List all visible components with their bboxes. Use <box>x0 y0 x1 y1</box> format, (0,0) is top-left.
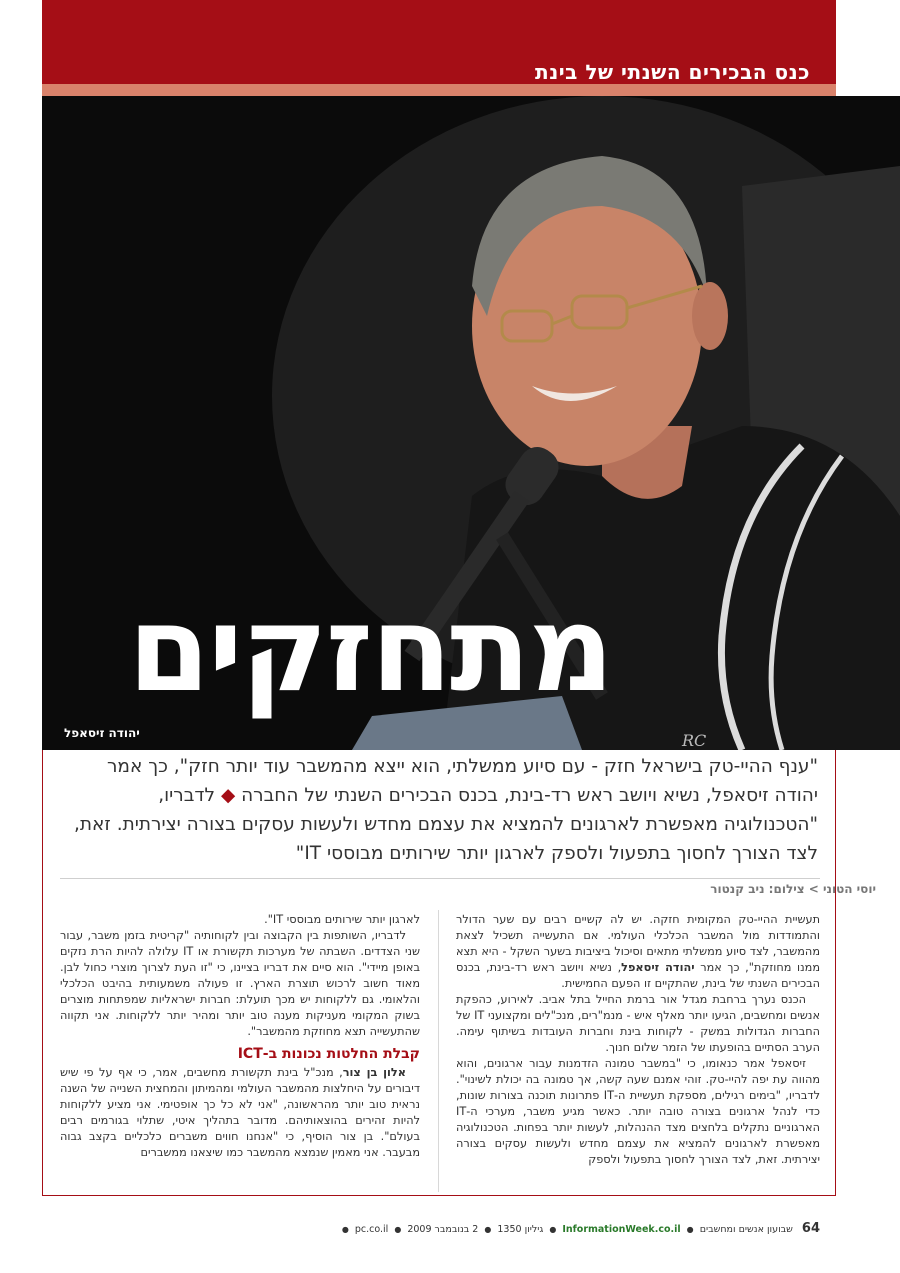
paragraph-1-text: תעשיית ההיי-טק המקומית חזקה. יש לה קשיים רבים עם שער הדולר והתמודדות מול המשבר הכלכלי העולמי. אם התעשייה תשכיל לצאת מהמשבר, לצד סיוע ממשלתי מתאים וסיכול ביציבות בשער השקל - היא תצא ממנו מחוזקת", כך אמר <box>456 913 820 974</box>
issue-date: 2 בנובמבר 2009 <box>407 1224 479 1235</box>
section-title: כנס הבכירים השנתי של בינת <box>535 60 810 84</box>
quote-text-start: "ענף ההיי-טק בישראל חזק - עם סיוע ממשלתי, הוא ייצא מהמשבר עוד יותר חזק", כך אמר יהודה זיסאפל, נשיא ויושב ראש רד-בינת, בכנס הבכירים השנתי של החברה <box>106 756 818 806</box>
site-link-pc[interactable]: pc.co.il <box>354 1224 389 1235</box>
paragraph-6-text: , מנכ"ל בינת תקשורת מחשבים, אמר, כי אף על פי שיש דיבורים על היחלצות מהמשבר העולמי ומהמיתון והמחצית השנייה של השנה נראית טוב יותר מהראשונה, "אני לא כל כך אופטימי. אני מציע ללקוחות להיות זהירים בהוצאותיהם. מדובר בתהליך איטי, שתלוי בגורמים רבים בעולם". בן צור הוסיף, כי "אנחנו חווים משברים כלכליים בקצב גבוה מבעבר. אני מאמין שנמצא מהמשבר כמו שיצאנו ממשברים <box>60 1066 420 1159</box>
diamond-icon: ◆ <box>220 785 236 806</box>
byline: יוסי הטוני > צילום: ניב קנטור <box>710 882 876 896</box>
person-name-zisapel: יהודה זיסאפל <box>621 961 695 974</box>
bullet-icon: ● <box>341 1225 349 1234</box>
magazine-name: שבועון אנשים ומחשבים <box>699 1224 793 1235</box>
bullet-icon: ● <box>549 1225 557 1234</box>
speaker-ear <box>692 282 728 350</box>
issue-number: גיליון 1350 <box>497 1224 544 1235</box>
photo-caption: יהודה זיסאפל <box>64 726 140 740</box>
byline-divider <box>60 878 820 879</box>
paragraph-4: לארגון יותר שירותים מבוססי IT". <box>264 913 420 926</box>
paragraph-3: זיסאפל אמר כנאומו, כי "במשבר טמונה הזדמנות עבור ארגונים, והוא מהווה עת יפה להיי-טק. זוהי אמנם שעה קשה, אך טמונה בה יכולת לשינוי". לדבריו, "בימים רגילים, מספקת תעשיית ה-IT פתרונות תוכנה בצורות שונות, כדי לנהל ארגונים בצורה טובה יותר. כאשר מגיע משבר, מערכי ה-IT הארגוניים נתקלים בלחצים מצד ההנהלות, לעשות יותר בפחות. הטכנולוגיה מאפשרת לארגונים להמציא את עצמם מחדש ולעשות עסקים בצורה יצירתית. זאת, לצד הצורך לחסוך בתפעול ולספק <box>456 1057 821 1166</box>
page-footer <box>341 1221 820 1236</box>
main-headline: מתחזקים <box>127 580 613 718</box>
bullet-icon: ● <box>484 1225 492 1234</box>
paragraph-2: הכנס נערך ברחבת מגדל אור ברמת החייל בתל אביב. לאירוע, כהפקת אנשים ומחשבים, הגיעו יותר מאלף איש - מנמ"רים, מנכ"לים ומקצועני IT של החברות הגדולות במשק - לקוחות בינת וחברות העובדות בשיתוף עימה. הערב הסתיים בהופעתו של הזמר שלום חנוך. <box>456 993 821 1054</box>
person-name-ben-tzur: אלון בן צור <box>342 1066 406 1079</box>
column-divider <box>438 910 439 1192</box>
bullet-icon: ● <box>686 1225 694 1234</box>
paragraph-6 <box>60 1065 420 1161</box>
paragraph-1-text-end: , נשיא ויושב ראש רד-בינת, בכנס הבכירים השנתי של בינת, שהתקיים זו הפעם החמישית. <box>456 961 820 990</box>
subheading: קבלת החלטות נכונות ב-ICT <box>237 1046 420 1062</box>
bullet-icon: ● <box>394 1225 402 1234</box>
header-accent-line <box>42 84 836 96</box>
article-column-right <box>456 912 820 1168</box>
section-header-band <box>42 0 836 84</box>
paragraph-5: לדבריו, השותפות בין הקבוצה ובין לקוחותיה "קריטית בזמן משבר, עבור שני הצדדים. השבתה של מערכות תקשורת או IT עלולה להיות הרת נזקים באופן מיידי". הוא סיים את דבריו בציינו, כי "זו העת לצרוך מוצרי כחול לבן. מאוד חשוב לרכוש תוצרת הארץ. זו פעולה משמעותית בהיבט הכלכלי והלאומי. גם ללקוחות יש מכך תועלת: חברות ישראליות שמפתחות מוצרים בשוק המקומי מעניקות מענה טוב יותר ומהיר יותר ללקוחות. אני תקווה שהתעשייה תצא מחוזקת מהמשבר". <box>60 929 421 1038</box>
paragraph-1 <box>456 912 820 992</box>
page-number: 64 <box>801 1221 820 1236</box>
site-link-informationweek[interactable]: InformationWeek.co.il <box>562 1224 681 1235</box>
pull-quote <box>70 752 818 868</box>
quote-text-end: לדבריו, "הטכנולוגיה מאפשרת לארגונים להמציא את עצמם מחדש ולעשות עסקים בצורה יצירתית. זאת, לצד הצורך לחסוך בתפעול ולספק לארגון יותר שירותים מבוססי IT" <box>74 785 818 864</box>
photographer-signature: RC <box>682 731 707 750</box>
article-column-left <box>60 912 420 1161</box>
